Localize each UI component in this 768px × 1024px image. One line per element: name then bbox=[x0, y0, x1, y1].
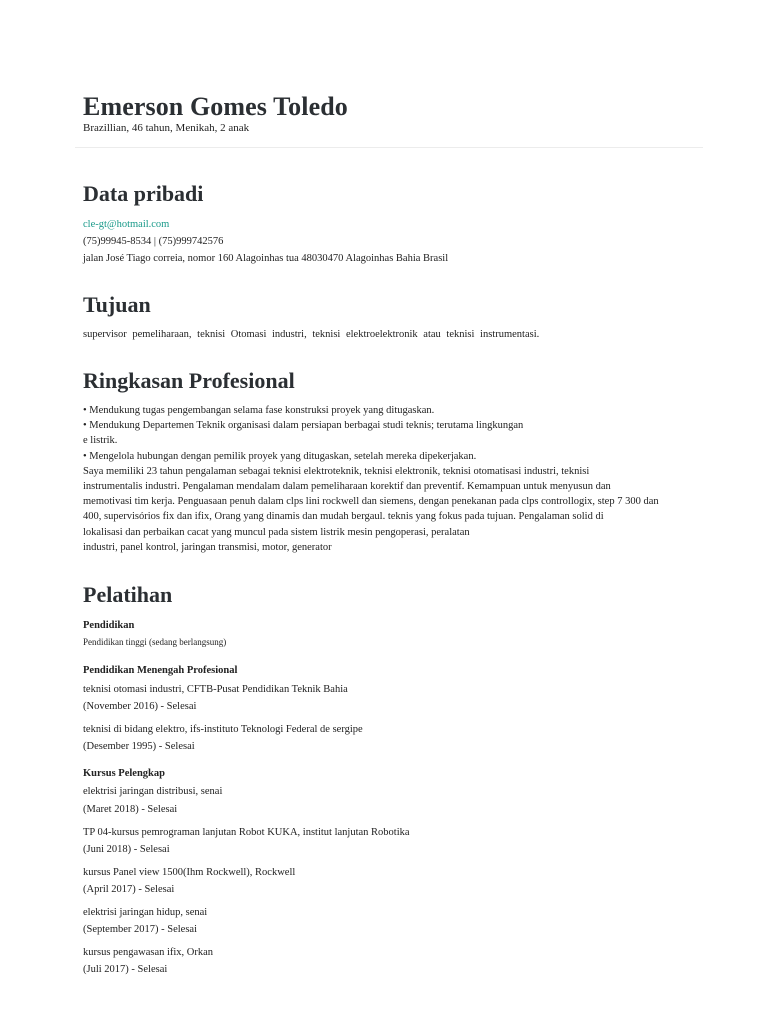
course-title: TP 04-kursus pemrograman lanjutan Robot KUKA, institut lanjutan Robotika bbox=[83, 827, 410, 838]
course-title: kursus pengawasan ifix, Orkan bbox=[83, 947, 214, 958]
summary-text bbox=[83, 403, 683, 555]
candidate-name: Emerson Gomes Toledo bbox=[83, 92, 348, 121]
vocational-status: (November 2016) - Selesai bbox=[83, 701, 197, 712]
vocational-status: (Desember 1995) - Selesai bbox=[83, 741, 195, 752]
summary-line: • Mendukung tugas pengembangan selama fase konstruksi proyek yang ditugaskan. bbox=[83, 405, 435, 416]
candidate-subtitle: Brazillian, 46 tahun, Menikah, 2 anak bbox=[83, 122, 250, 134]
address-text: jalan José Tiago correia, nomor 160 Alagoinhas tua 48030470 Alagoinhas Bahia Brasil bbox=[83, 253, 449, 264]
course-title: elektrisi jaringan hidup, senai bbox=[83, 907, 208, 918]
summary-line: • Mendukung Departemen Teknik organisasi dalam persiapan berbagai studi teknis; terutama lingkungan bbox=[83, 420, 524, 432]
training-heading: Pelatihan bbox=[83, 582, 173, 607]
summary-line: e listrik. bbox=[83, 435, 118, 447]
summary-line: 400, supervisórios fix dan ifix, Orang yang dinamis dan mudah bergaul. teknis yang fokus pada tujuan. Pengalaman solid di bbox=[83, 511, 604, 523]
course-title: elektrisi jaringan distribusi, senai bbox=[83, 786, 223, 797]
vocational-label: Pendidikan Menengah Profesional bbox=[83, 665, 238, 676]
summary-line: • Mengelola hubungan dengan pemilik proyek yang ditugaskan, setelah mereka dipekerjakan. bbox=[83, 450, 477, 462]
objective-text: supervisor pemeliharaan, teknisi Otomasi industri, teknisi elektroelektronik atau teknisi instrumentasi. bbox=[83, 329, 540, 340]
education-label: Pendidikan bbox=[83, 620, 135, 631]
vocational-title: teknisi otomasi industri, CFTB-Pusat Pendidikan Teknik Bahia bbox=[83, 684, 348, 695]
course-status: (Juli 2017) - Selesai bbox=[83, 964, 168, 975]
course-status: (Juni 2018) - Selesai bbox=[83, 844, 170, 855]
course-status: (Maret 2018) - Selesai bbox=[83, 804, 178, 815]
email-link[interactable]: cle-gt@hotmail.com bbox=[83, 219, 170, 230]
resume-header bbox=[83, 92, 703, 135]
personal-heading: Data pribadi bbox=[83, 181, 204, 206]
summary-line: industri, panel kontrol, jaringan transmisi, motor, generator bbox=[83, 541, 332, 553]
course-status: (April 2017) - Selesai bbox=[83, 884, 175, 895]
education-value: Pendidikan tinggi (sedang berlangsung) bbox=[83, 637, 227, 647]
summary-line: Saya memiliki 23 tahun pengalaman sebagai teknisi elektroteknik, teknisi elektronik, teknisi otomatisasi industri, teknisi bbox=[83, 465, 590, 477]
header-divider bbox=[75, 147, 703, 148]
summary-line: memotivasi tim kerja. Penguasaan penuh dalam clps lini rockwell dan siemens, dengan penekanan pada clps controllogix, step 7 300 dan bbox=[83, 496, 659, 508]
course-title: kursus Panel view 1500(Ihm Rockwell), Rockwell bbox=[83, 867, 296, 878]
summary-heading: Ringkasan Profesional bbox=[83, 368, 295, 393]
course-status: (September 2017) - Selesai bbox=[83, 924, 198, 935]
vocational-title: teknisi di bidang elektro, ifs-instituto Teknologi Federal de sergipe bbox=[83, 724, 363, 735]
phone-text: (75)99945-8534 | (75)999742576 bbox=[83, 236, 224, 247]
courses-label: Kursus Pelengkap bbox=[83, 768, 165, 779]
summary-line: instrumentalis industri. Pengalaman mendalam dalam pemeliharaan korektif dan preventif. Kemampuan untuk menyusun dan bbox=[83, 481, 611, 493]
objective-heading: Tujuan bbox=[83, 292, 151, 317]
summary-line: lokalisasi dan perbaikan cacat yang muncul pada sistem listrik mesin pengoperasi, peralatan bbox=[83, 526, 470, 538]
